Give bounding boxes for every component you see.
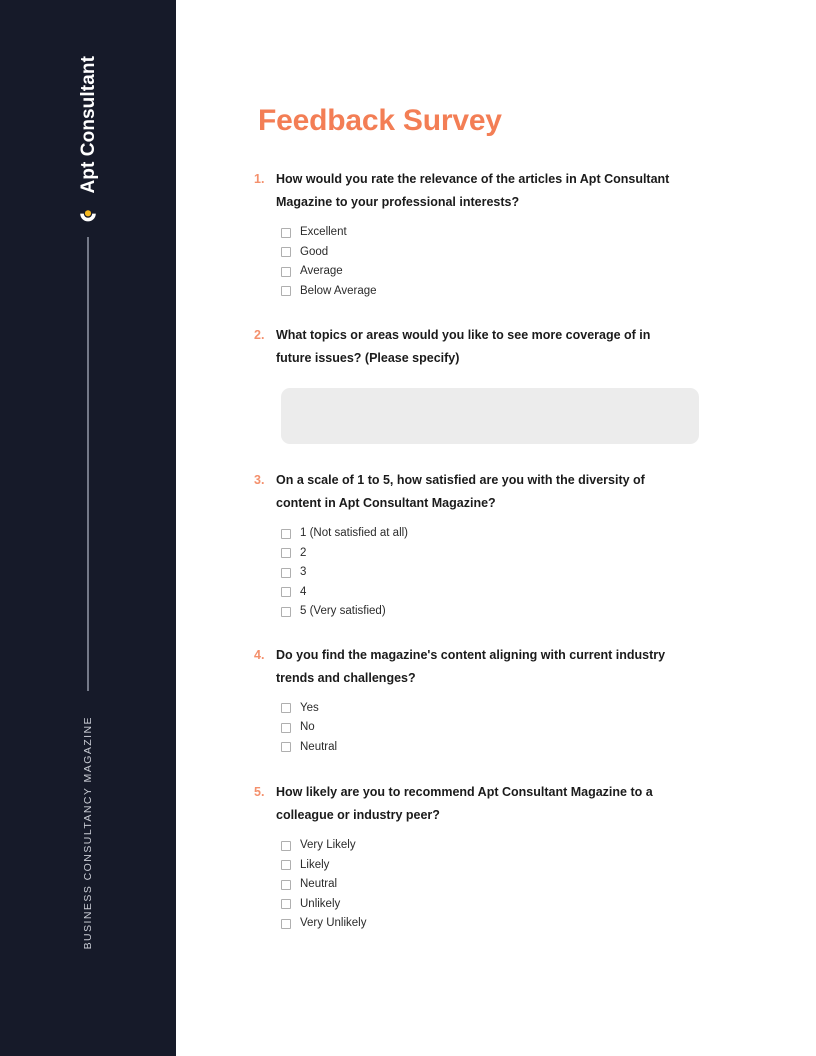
option-3-5[interactable]: [281, 602, 754, 622]
option-label: 5 (Very satisfied): [300, 605, 386, 617]
option-label: Likely: [300, 858, 330, 871]
option-group-1: [281, 223, 754, 301]
checkbox-icon[interactable]: [281, 529, 291, 539]
freetext-answer-input[interactable]: [281, 388, 699, 444]
checkbox-icon[interactable]: [281, 587, 291, 597]
question-item-1: [254, 168, 754, 301]
main-content: [176, 0, 816, 1056]
question-number-5: 5.: [254, 785, 265, 799]
option-1-4[interactable]: [281, 282, 754, 302]
option-label: Below Average: [300, 284, 377, 297]
checkbox-icon[interactable]: [281, 860, 291, 870]
question-text-3: On a scale of 1 to 5, how satisfied are you with the diversity of content in Apt Consultant Magazine?: [276, 473, 645, 510]
question-number-2: 2.: [254, 328, 265, 342]
checkbox-icon[interactable]: [281, 548, 291, 558]
option-label: 3: [300, 566, 307, 578]
option-1-3[interactable]: [281, 262, 754, 282]
checkbox-icon[interactable]: [281, 919, 291, 929]
checkbox-icon[interactable]: [281, 841, 291, 851]
option-group-4: [281, 699, 754, 758]
option-5-2[interactable]: [281, 856, 754, 876]
question-number-1: 1.: [254, 172, 265, 186]
option-group-3: [281, 524, 754, 622]
option-label: 2: [300, 546, 307, 559]
option-label: 4: [300, 585, 307, 598]
option-1-2[interactable]: [281, 243, 754, 263]
checkbox-icon[interactable]: [281, 723, 291, 733]
question-text-4: Do you find the magazine's content aligning with current industry trends and challenges?: [276, 647, 666, 685]
question-header-5: [254, 781, 754, 827]
option-5-4[interactable]: [281, 895, 754, 915]
question-header-4: [254, 644, 754, 690]
question-text-1: How would you rate the relevance of the articles in Apt Consultant Magazine to your professional interests?: [276, 172, 670, 209]
sidebar-divider: [87, 237, 89, 691]
question-number-4: 4.: [254, 647, 265, 662]
checkbox-icon[interactable]: [281, 228, 291, 238]
option-label: Neutral: [300, 878, 338, 890]
question-item-3: [254, 469, 754, 622]
sidebar: [0, 0, 176, 1056]
option-3-1[interactable]: [281, 524, 754, 544]
question-list: [254, 168, 754, 957]
option-label: Unlikely: [300, 897, 341, 910]
option-4-1[interactable]: [281, 699, 754, 719]
question-text-2: What topics or areas would you like to see more coverage of in future issues? (Please specify): [276, 328, 651, 365]
page-title: Feedback Survey: [258, 104, 502, 138]
question-header-1: [254, 168, 754, 214]
question-item-5: [254, 781, 754, 934]
question-header-3: [254, 469, 754, 515]
option-group-5: [281, 836, 754, 934]
option-label: Average: [300, 265, 343, 277]
option-3-2[interactable]: [281, 544, 754, 564]
question-number-3: 3.: [254, 473, 265, 487]
checkbox-icon[interactable]: [281, 607, 291, 617]
brand-name: Apt Consultant: [77, 56, 99, 194]
option-label: Very Unlikely: [300, 917, 367, 929]
checkbox-icon[interactable]: [281, 267, 291, 277]
crescent-dot-logo-icon: [77, 204, 99, 226]
option-label: Very Likely: [300, 839, 356, 851]
brand-block: [0, 56, 176, 226]
option-3-3[interactable]: [281, 563, 754, 583]
option-label: Yes: [300, 701, 319, 714]
option-5-5[interactable]: [281, 914, 754, 934]
checkbox-icon[interactable]: [281, 247, 291, 257]
option-label: Good: [300, 245, 329, 258]
magazine-tagline: [0, 716, 176, 949]
question-text-5: How likely are you to recommend Apt Consultant Magazine to a colleague or industry peer?: [276, 785, 653, 822]
option-5-3[interactable]: [281, 875, 754, 895]
option-label: No: [300, 721, 315, 733]
checkbox-icon[interactable]: [281, 899, 291, 909]
question-item-4: [254, 644, 754, 758]
question-header-2: [254, 324, 754, 370]
checkbox-icon[interactable]: [281, 742, 291, 752]
option-4-3[interactable]: [281, 738, 754, 758]
checkbox-icon[interactable]: [281, 286, 291, 296]
option-4-2[interactable]: [281, 718, 754, 738]
option-3-4[interactable]: [281, 583, 754, 603]
option-label: Neutral: [300, 740, 338, 753]
option-1-1[interactable]: [281, 223, 754, 243]
checkbox-icon[interactable]: [281, 880, 291, 890]
option-5-1[interactable]: [281, 836, 754, 856]
checkbox-icon[interactable]: [281, 568, 291, 578]
option-label: Excellent: [300, 226, 347, 238]
question-item-2: [254, 324, 754, 444]
checkbox-icon[interactable]: [281, 703, 291, 713]
option-label: 1 (Not satisfied at all): [300, 527, 409, 539]
magazine-tagline-text: BUSINESS CONSULTANCY MAGAZINE: [82, 716, 94, 950]
